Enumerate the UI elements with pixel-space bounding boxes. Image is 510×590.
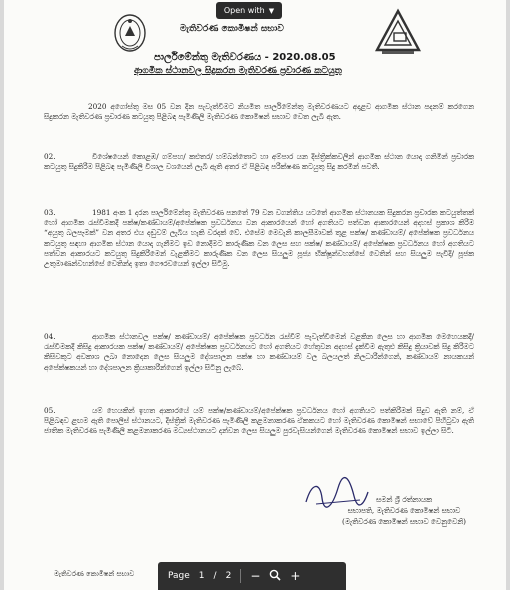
national-emblem-icon [112,12,148,54]
document-subtitle: ආගමික ස්ථානවල සිදුකරන මැතිවරණ ප්‍රචාරණ කටයුතු [134,66,342,76]
org-name: මැතිවරණ කොමිෂන් සභාව [180,24,284,34]
minus-icon[interactable]: − [250,569,261,583]
paragraph-4 [44,332,474,373]
open-with-button[interactable] [216,2,282,19]
page-navigation-bar [158,562,346,590]
total-pages: 2 [225,571,232,581]
election-commission-logo-icon [374,8,422,56]
open-with-label: Open with [223,6,265,15]
document-page [4,0,506,590]
signatory-role: සභාපති, මැතිවරණ කොමිෂන් සභාව [347,506,461,515]
paragraph-text: ආගමික ස්ථානවල පක්ෂ/ කණ්ඩායම්/ අපේක්ෂක ප්‍රවර්ධන රැස්වීම් පැවැත්වීමෙන් වළකින ලෙස හා ආගමික මෙහෙයකදී/රැස්වීමකදී කිසිදු ආකාරයක පක්ෂ/ කණ්ඩායම්/ අපේක්ෂක ප්‍රවර්ධනයට හෝ අගතියට හේතුවන අදහස් දැක්වීම ඇතුළු කිසිදු ක්‍රියාවක් සිදු කිරීමට කිසිවකුට අවකාශ ලබා නොදෙන ලෙස සියලුම දේශපාලන පක්ෂ හා කණ්ඩායම් වල බලයලත් නිලධාරීන්ගෙන්, කණ්ඩායම් නායකයන් අපේක්ෂකයන් හා දේශපාලන ක්‍රියාකාරීන්ගෙන් ඉල්ලා සිටිනු ලැබේ. [44,332,474,372]
paragraph-number: 05. [44,406,56,415]
paragraph-text: යම් හෙයකින් ඉහත ආකාරයේ යම් පක්ෂ/කණ්ඩායම්/අපේක්ෂක ප්‍රවර්ධනය හෝ අගතියට පත්කිරීමක් සිදුව ඇති නම්, ඒ පිළිබඳව ළඟම ඇති පොලිස් ස්ථානයට, දිස්ත්‍රික් මැතිවරණ පැමිණිලි කළමනාකරණ ඒකකයට හෝ මැතිවරණ කොමිෂන් සභාවේ පිහිටුවා ඇති ජාතික මැතිවරණ පැමිණිලි කළමනාකරණ මධ්‍යස්ථානයට දන්වන ලෙස සියලුම පුරවැසියන්ගෙන් මැතිවරණ කොමිෂන් සභාව ඉල්ලා සිටී. [44,406,474,436]
paragraph-number: 04. [44,332,56,341]
document-title: පාර්ලිමේන්තු මැතිවරණය - 2020.08.05 [154,52,336,63]
current-page-input[interactable]: 1 [198,571,205,581]
divider [240,569,241,583]
page-label: Page [168,571,190,581]
paragraph-text: 1981 අංක 1 දරන පාර්ලිමේන්තු මැතිවරණ පනතේ 79 වන වගන්තිය යටතේ ආගමික ස්ථානයක සිදුකරන ප්‍රචාරක කටයුත්තක් හෝ ආගමික රැස්වීමකදී පක්ෂ/කණ්ඩායම්/අපේක්ෂක ප්‍රවර්ධනය වන ආකාරයෙන් හෝ අගතියට පත්වන ආකාරයෙන් අදහස් ප්‍රකාශ කිරීම “අයුතු බලපෑමක්” වන අතර එය දඬුවම් ලැබිය හැකි වරදක් වේ. එසේම මෙවැනි කාලසීමාවක් තුළ පක්ෂ/ කණ්ඩායම්/ අපේක්ෂක ප්‍රවර්ධනය කටයුතු සඳහා ආගමික ස්ථාන යොදා ගැනීමට ඉඩ නොදීමට කාරුණික වන ලෙස සහ පක්ෂ/ කණ්ඩායම්/ අපේක්ෂක ප්‍රවර්ධනය හෝ අගතියට පත්වන ආකාරයට කටයුතු සිදුකිරීමෙන් වැළකීමට කාරුණික වන ලෙස සියලුම පූජ්‍ය භික්ෂූන්වහන්සේ වෙතින් සහ සියලුම පැවිදි/ පූජක උතුමාණන්වහන්සේ වෙතින්ද ඉතා ගෞරවයෙන් ඉල්ලා සිටිමු. [44,208,474,269]
footer-org-name: මැතිවරණ කොමිෂන් සභාව [54,570,135,578]
paragraph-text: 2020 අගෝස්තු මස 05 වන දින පැවැත්වීමට නියමිත පාර්ලිමේන්තු මැතිවරණයට අදාළව ආගමික ස්ථාන පදනම් කරගෙන සිදුකරන මැතිවරණ ප්‍රචාරණ කටයුතු පිළිබඳ පැමිණිලි මැතිවරණ කොමිෂන් සභාව වෙත ලැබී ඇත. [44,102,474,122]
paragraph-3 [44,208,474,269]
paragraph-2 [44,152,474,172]
paragraph-number: 02. [44,152,56,161]
signatory-behalf: (මැතිවරණ කොමිෂන් සභාව වෙනුවෙනි) [341,517,467,526]
plus-icon[interactable]: + [290,569,301,583]
paragraph-text: විශේෂයෙන් කොළඹ/ ගම්පහ/ කළුතර/ හම්බන්තොට හා අම්පාර යන දිස්ත්‍රික්කවලින් ආගමික ස්ථාන යොදා ගනිමින් ප්‍රචාරක කටයුතු සිදුකිරීම පිළිබඳ පැමිණිලි විශාල වශයෙන් ලැබී ඇති අතර ඒ පිළිබඳ පරීක්ෂණ කටයුතු සිදු කරමින් පවතී. [44,152,474,172]
signature-block [324,494,484,527]
paragraph-number: 03. [44,208,56,217]
paragraph-5 [44,406,474,437]
magnifier-icon[interactable] [269,569,281,583]
page-separator: / [213,571,217,581]
caret-down-icon: ▼ [268,6,275,15]
signatory-name: සමන් ශ්‍රී රත්නායක [375,495,433,504]
paragraph-1 [44,102,474,122]
